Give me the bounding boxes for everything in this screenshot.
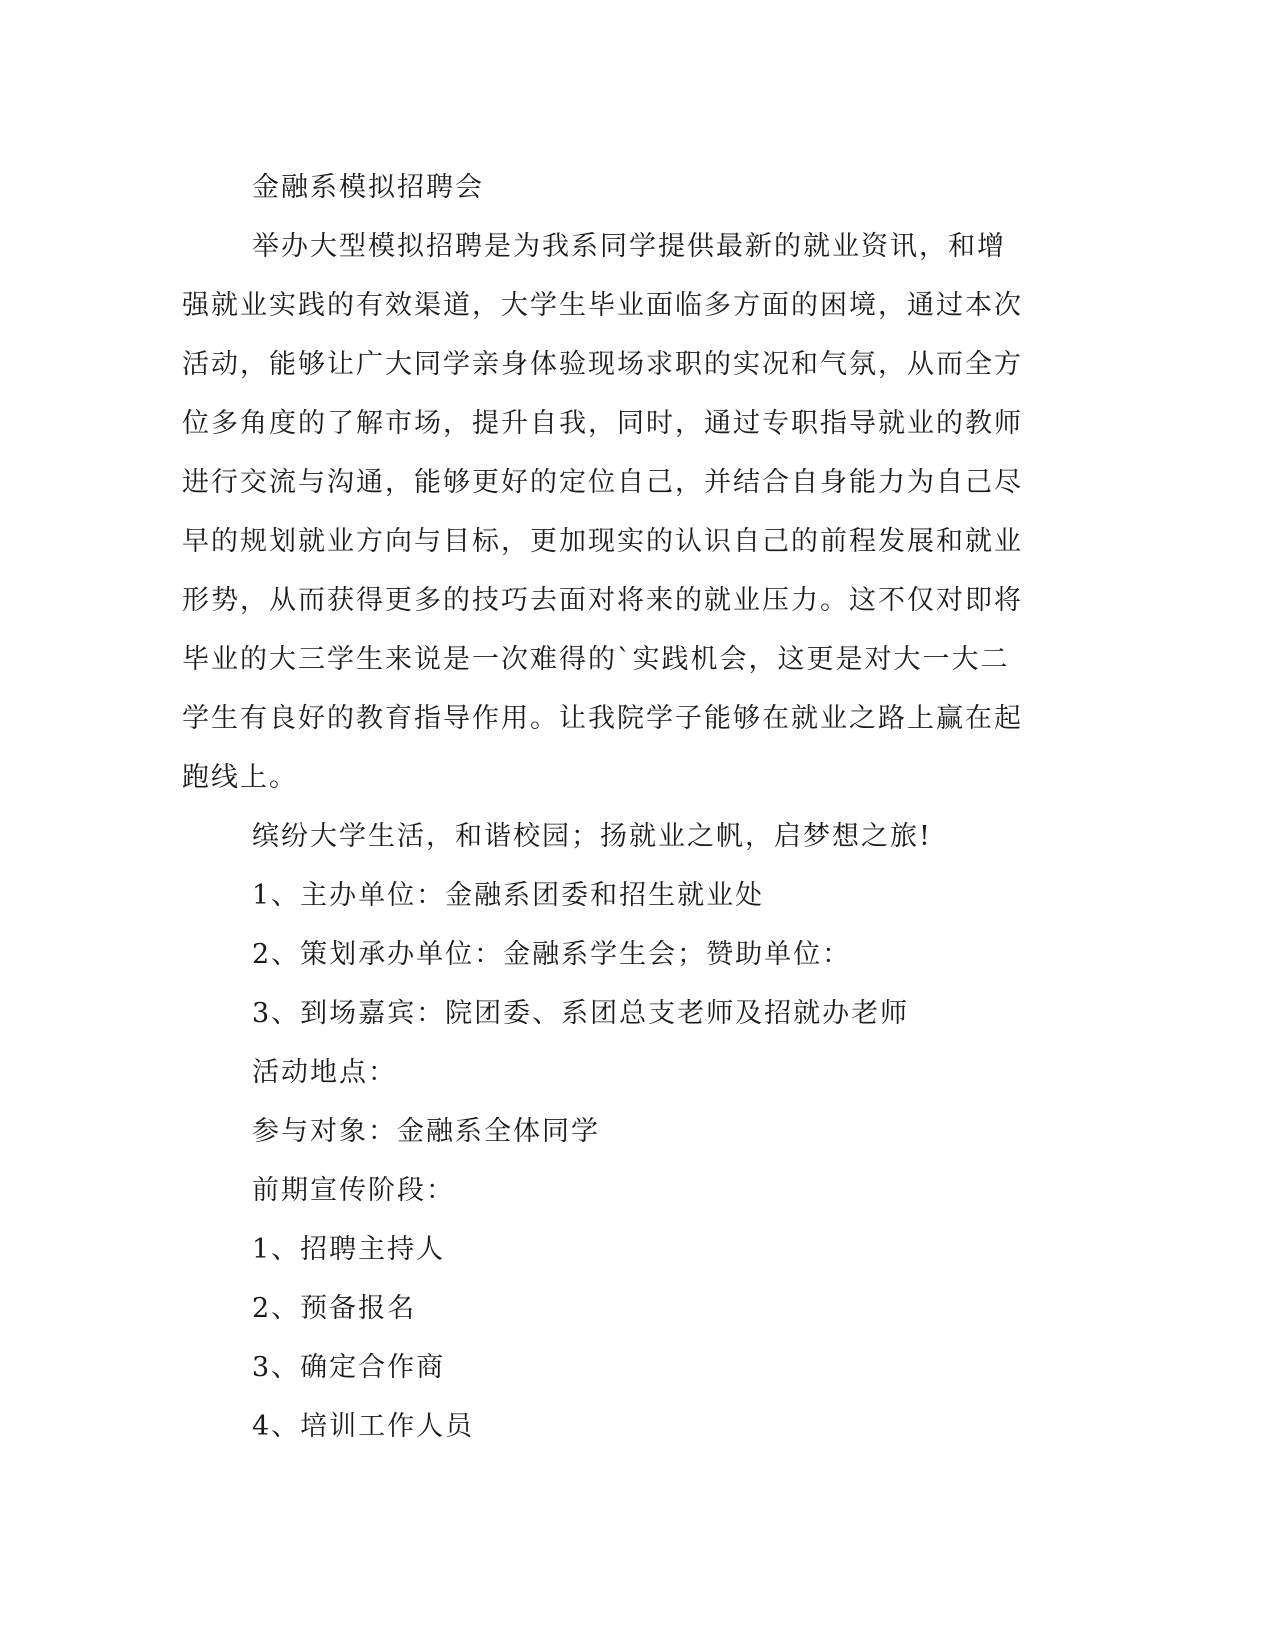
phase-item: 3、确定合作商 bbox=[252, 1352, 446, 1383]
participants-line: 参与对象：金融系全体同学 bbox=[252, 1116, 600, 1147]
phase-item: 2、预备报名 bbox=[252, 1293, 417, 1324]
phase-item: 4、培训工作人员 bbox=[252, 1411, 475, 1442]
phase-heading: 前期宣传阶段： bbox=[252, 1175, 455, 1206]
phase-item: 1、招聘主持人 bbox=[252, 1234, 446, 1265]
guests-line: 3、到场嘉宾：院团委、系团总支老师及招就办老师 bbox=[252, 998, 910, 1029]
intro-paragraph: 举办大型模拟招聘是为我系同学提供最新的就业资讯，和增强就业实践的有效渠道，大学生毕业面临多方面的困境，通过本次活动，能够让广大同学亲身体验现场求职的实况和气氛，从而全方位多角度的了解市场，提升自我，同时，通过专职指导就业的教师进行交流与沟通，能够更好的定位自己，并结合自身能力为自己尽早的规划就业方向与目标，更加现实的认识自己的前程发展和就业形势，从而获得更多的技巧去面对将来的就业压力。这不仅对即将毕业的大三学生来说是一次难得的`实践机会，这更是对大一大二学生有良好的教育指导作用。让我院学子能够在就业之路上赢在起跑线上。 bbox=[182, 231, 1023, 793]
slogan-line: 缤纷大学生活，和谐校园；扬就业之帆，启梦想之旅! bbox=[252, 821, 932, 852]
document-title: 金融系模拟招聘会 bbox=[252, 172, 484, 203]
venue-line: 活动地点： bbox=[252, 1057, 397, 1088]
document-body bbox=[182, 158, 1032, 1456]
planner-line: 2、策划承办单位：金融系学生会；赞助单位： bbox=[252, 939, 852, 970]
organizer-line: 1、主办单位：金融系团委和招生就业处 bbox=[252, 880, 765, 911]
